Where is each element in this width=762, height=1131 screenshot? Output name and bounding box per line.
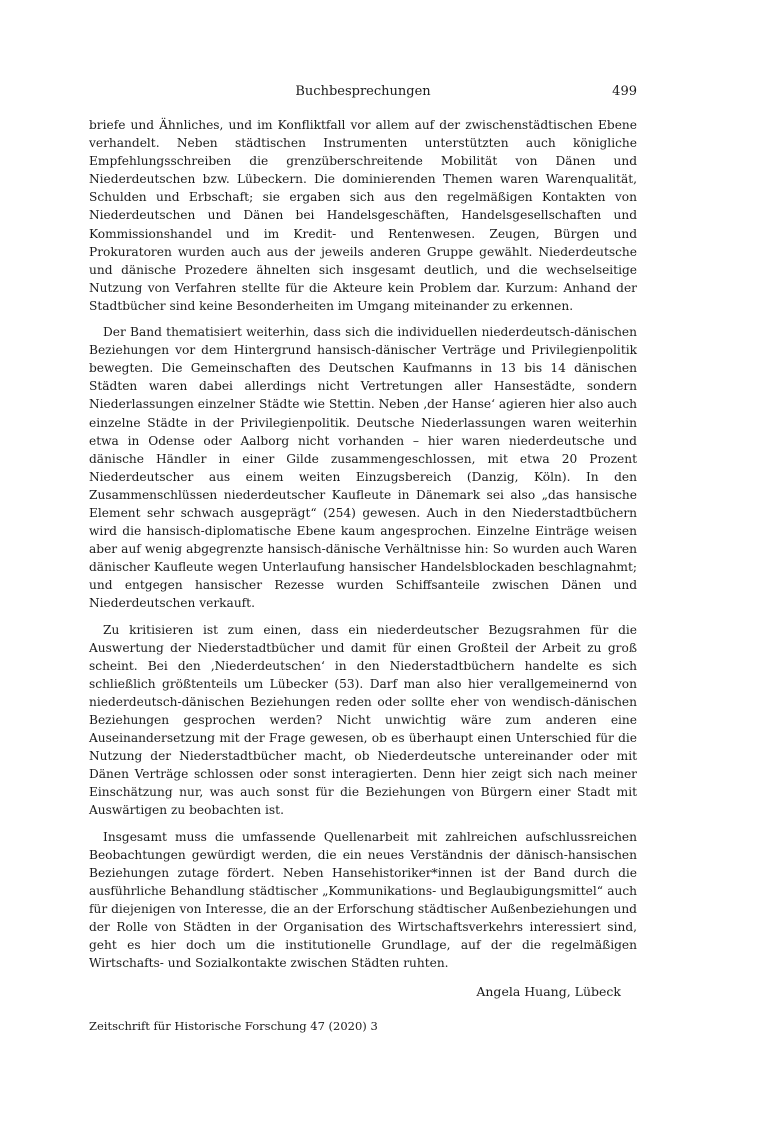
reviewer-signature: Angela Huang, Lübeck — [476, 984, 621, 1000]
paragraph-4: Insgesamt muss die umfassende Quellenarbeit mit zahlreichen aufschlussreichen Beobachtungen gewürdigt werden, die ein neues Verständnis der dänisch-hansischen Beziehungen zutage fördert. Neben Hansehistoriker*innen ist der Band durch die ausführliche Behandlung städtischer „Kommunikations- und Beglaubigungsmittel“ auch für diejenigen von Interesse, die an der Erforschung städtischer Außenbeziehungen und der Rolle von Städten in der Organisation des Wirtschaftsverkehrs interessiert sind, geht es hier doch um die institutionelle Grundlage, auf der die regelmäßigen Wirtschafts- und Sozialkontakte zwischen Städten ruhten. — [89, 829, 637, 971]
review-body — [89, 116, 637, 1001]
paragraph-3: Zu kritisieren ist zum einen, dass ein niederdeutscher Bezugsrahmen für die Auswertung der Niederstadtbücher und damit für einen Großteil der Arbeit zu groß scheint. Bei den ‚Niederdeutschen‘ in den Niederstadtbüchern handelte es sich schließlich größtenteils um Lübecker (53). Darf man also hier verallgemeinernd von niederdeutsch-dänischen Beziehungen reden oder sollte eher von wendisch-dänischen Beziehungen gesprochen werden? Nicht unwichtig wäre zum anderen eine Auseinandersetzung mit der Frage gewesen, ob es überhaupt einen Unterschied für die Nutzung der Niederstadtbücher macht, ob Niederdeutsche untereinander oder mit Dänen Verträge schlossen oder sonst interagierten. Denn hier zeigt sich nach meiner Einschätzung nur, was auch sonst für die Beziehungen von Bürgern einer Stadt mit Auswärtigen zu beobachten ist. — [89, 622, 637, 818]
running-head — [89, 84, 637, 102]
page-number: 499 — [612, 84, 637, 99]
paragraph-1: briefe und Ähnliches, und im Konfliktfall vor allem auf der zwischenstädtischen Ebene verhandelt. Neben städtischen Instrumenten unterstützten auch königliche Empfehlungsschreiben die grenzüberschreitende Mobilität von Dänen und Niederdeutschen bzw. Lübeckern. Die dominierenden Themen waren Warenqualität, Schulden und Erbschaft; sie ergaben sich aus den regelmäßigen Kontakten von Niederdeutschen und Dänen bei Handelsgeschäften, Handelsgesellschaften und Kommissionshandel und im Kredit- und Rentenwesen. Zeugen, Bürgen und Prokuratoren wurden auch aus der jeweils anderen Gruppe gewählt. Niederdeutsche und dänische Prozedere ähnelten sich insgesamt deutlich, und die wechselseitige Nutzung von Verfahren stellte für die Akteure kein Problem dar. Kurzum: Anhand der Stadtbücher sind keine Besonderheiten im Umgang miteinander zu erkennen. — [89, 118, 637, 313]
paragraph-2: Der Band thematisiert weiterhin, dass sich die individuellen niederdeutsch-dänischen Beziehungen vor dem Hintergrund hansisch-dänischer Verträge und Privilegienpolitik bewegten. Die Gemeinschaften des Deutschen Kaufmanns in 13 bis 14 dänischen Städten waren dabei allerdings nicht Vertretungen aller Hansestädte, sondern Niederlassungen einzelner Städte wie Stettin. Neben ‚der Hanse‘ agieren hier also auch einzelne Städte in der Privilegienpolitik. Deutsche Niederlassungen waren weiterhin etwa in Odense oder Aalborg nicht vorhanden – hier waren niederdeutsche und dänische Händler in einer Gilde zusammengeschlossen, mit etwa 20 Prozent Niederdeutscher aus einem weiten Einzugsbereich (Danzig, Köln). In den Zusammenschlüssen niederdeutscher Kaufleute in Dänemark sei also „das hansische Element sehr schwach ausgeprägt“ (254) gewesen. Auch in den Niederstadtbüchern wird die hansisch-diplomatische Ebene kaum angesprochen. Einzelne Einträge weisen aber auf wenig abgegrenzte hansisch-dänische Verhältnisse hin: So wurden auch Waren dänischer Kaufleute wegen Unterlaufung hansischer Handelsblockaden beschlagnahmt; und entgegen hansischer Rezesse wurden Schiffsanteile zwischen Dänen und Niederdeutschen verkauft. — [89, 325, 637, 611]
journal-footer: Zeitschrift für Historische Forschung 47 (2020) 3 — [89, 1019, 378, 1033]
section-title: Buchbesprechungen — [295, 84, 431, 99]
